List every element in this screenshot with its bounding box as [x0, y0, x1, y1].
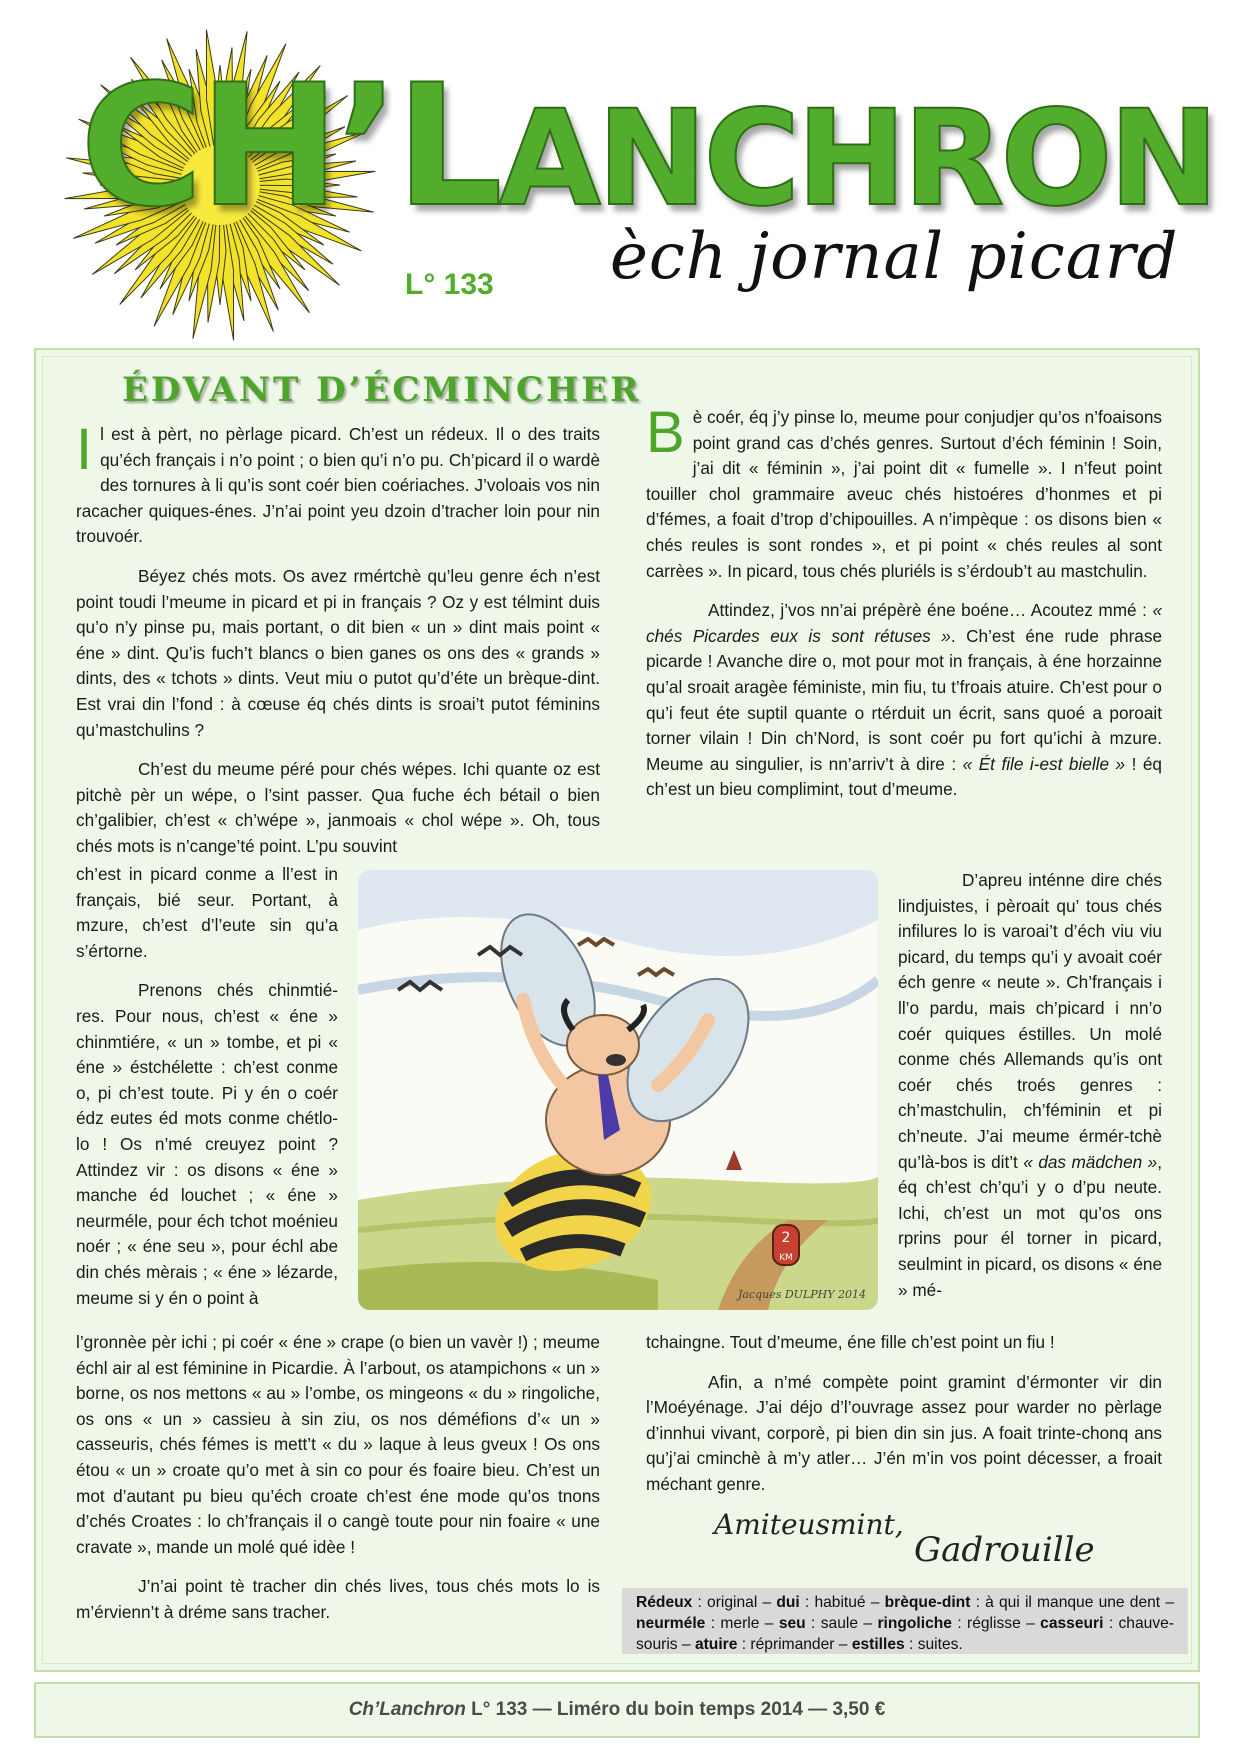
right-wrap-column	[898, 868, 1162, 1317]
footer	[34, 1682, 1200, 1738]
newspaper-subtitle: èch jornal picard	[610, 220, 1179, 294]
paragraph: D’apreu inténne dire chés lindjuistes, i pèroait qu’ tous chés infilures lo is varoai’t d’éch viu viu picard, du temps qu’i y avoait coér éch genre « neute ». Ch’français i ll’o pardu, mais ch’picard i nn’o coér quiques éstilles. Un molé conme chés Allemands qu’is ont coér chés troés genres : ch’mastchulin, ch’féminin et pi ch’neute. J’ai meume érmér-tchè qu’là-bos is dit’t « das mädchen », éq ch’est ch’qu’i y o d’pu neute. Ichi, ch’est un mot qu’os ons rprins pour él torner in picard, seulmint in picard, os disons « éne » mé-	[898, 870, 1162, 1300]
milestone-unit: KM	[779, 1253, 793, 1263]
paragraph: Afin, a n’mé compète point gramint d’érmonter vir din l’Moéyénage. J’ai déjo d’l’ouvrage assez pour warder no pèrlage d’innhui vivant, corporè, pi bien din sin jus. A foait trinte-chonq ans qu’j’ai cminchè à m’y atler… J’én m’in vos point décesser, a froait méchant genre.	[646, 1371, 1162, 1494]
signature-greeting: Amiteusmint,	[714, 1508, 904, 1541]
paragraph: Béyez chés mots. Os avez rmértchè qu’leu genre éch n’est point toudi l’meume in picard et pi in français ? Oz y est télmint duis qu’o n’y pinse pu, mais portant, o dit bien « un » dint mais point « éne » dint. Qu’is fuch’t blancs o bien ganes os ons des « grands » dints, des « tchots » dints. Veut miu o putot qu’d’éte un brèque-dint. Est vrai din l’fond : à cœuse éq chés dints is sroai’t putot féminins qu’mastchulins ?	[76, 565, 600, 740]
glossary-term: brèque-dint	[884, 1594, 971, 1611]
glossary-definition: : merle –	[705, 1615, 779, 1632]
paragraph: Prenons chés chinmtié-res. Pour nous, ch’est « éne » chinmtiére, « un » tombe, et pi « éne » éstchélette : ch’est conme o, pi ch’est toute. Pi y én o coér édz eutes éd mots conme chétlo-lo ! Os n’mé creuyez point ? Attindez vir : os disons « éne » manche éd louchet ; « éne » neurméle, pour éch tchot moénieu noér ; « éne seu », pour échl abe din chés mèrais ; « éne » lézarde, meume si y én o point à	[76, 980, 338, 1308]
paragraph: Attindez, j’vos nn’ai prépèrè éne boéne… Acoutez mmé : « chés Picardes eux is sont rétuses ». Ch’est éne rude phrase picarde ! Avanche dire o, mot pour mot in français, à éne horzainne qu’al sroait aragèe féministe, min fiu, tu t’froais atuire. Ch’est pour o qu’i feut éte suptil quante o rtérduit un écrit, sans quoé a poroait torner vilain ! Din ch’Nord, is sont coér pu fort qu’ichi à mzure. Meume au singulier, is nn’arriv’t à dire : « Ét file i-est bielle » ! éq ch’est un bieu complimint, tout d’meume.	[646, 600, 1162, 800]
drop-cap: I	[76, 417, 93, 482]
glossary-definition: : original –	[692, 1594, 777, 1611]
footer-issue-info: L° 133 — Liméro du boin temps 2014 — 3,50 €	[465, 1699, 886, 1720]
glossary-term: estilles	[851, 1636, 905, 1653]
paragraph: ch’est in picard conme a ll’est in français, bié seur. Portant, à mzure, ch’est d’l’eute sin qu’a s’értorne.	[76, 864, 338, 961]
milestone-number: 2	[781, 1230, 791, 1246]
left-column	[76, 417, 600, 874]
paragraph: J’n’ai point tè tracher din chés lives, tous chés mots lo is m’érvienn’t à dréme sans tracher.	[76, 1576, 600, 1622]
glossary-definition: : réprimander –	[737, 1636, 852, 1653]
illustration-credit: Jacques DULPHY 2014	[737, 1288, 866, 1301]
newspaper-title: CH’LANCHRON	[80, 48, 1216, 244]
glossary-definition: : à qui il manque une dent –	[970, 1594, 1174, 1611]
glossary-definition: : saule –	[805, 1615, 878, 1632]
paragraph: Bè coér, éq j’y pinse lo, meume pour conjudjer qu’os n’foaisons point grand cas d’chés genres. Surtout d’éch féminin ! Soin, j’ai dit « féminin », j’ai point dit « fumelle ». I n’feut point touiller chol grammaire aveuc chés histoéres d’honmes et pi d’fémes, a foait d’trop d’chipouilles. A n’impèque : os disons bien « chés reules is sont rondes », et pi point « chés reules al sont carrèes ». In picard, tous chés pluriéls is s’érdoub’t au mastchulin.	[646, 400, 1162, 581]
masthead	[0, 0, 1240, 340]
paragraph: tchaingne. Tout d’meume, éne fille ch’est point un fiu !	[646, 1332, 1055, 1352]
glossary-term: dui	[776, 1594, 800, 1611]
glossary-term: atuire	[694, 1636, 738, 1653]
glossary-definition: : suites.	[904, 1636, 963, 1653]
left-wrap-column	[76, 862, 338, 1325]
glossary-term: casseuri	[1040, 1615, 1104, 1632]
signature-name: Gadrouille	[914, 1530, 1095, 1570]
bee-cartoon-icon	[358, 870, 878, 1310]
left-bottom-column	[76, 1330, 600, 1640]
paragraph: Ch’est du meume péré pour chés wépes. Ichi quante oz est pitchè pèr un wépe, o l’sint passer. Qua fuche éch bétail o bien ch’galibier, ch’est « ch’wépe », janmoais « chol wépe ». Oh, tous chés mots is n’cange’té point. L’pu souvint	[76, 759, 600, 856]
glossary-box	[622, 1588, 1188, 1654]
right-bottom-column	[646, 1330, 1162, 1512]
glossary-definition: : réglisse –	[951, 1615, 1041, 1632]
paragraph: Il est à pèrt, no pèrlage picard. Ch’est un rédeux. Il o des traits qu’éch français i n’o point ; o bien qu’i n’o pu. Ch’picard il o wardè des tornures à li qu’is sont coér bien coériaches. J’voloais vos nin racacher quiques-énes. J’n’ai point yeu dzoin d’tracher loin pour nin trouvoér.	[76, 417, 600, 547]
glossary-term: Rédeux	[636, 1594, 693, 1611]
glossary-term: seu	[778, 1615, 806, 1632]
paragraph: l’gronnèe pèr ichi ; pi coér « éne » crape (o bien un vavèr !) ; meume échl air al est féminine in Picardie. À l’arbout, os atampichons « un » borne, os nos mettons « au » l’ombe, os mingeons « du » ringoliche, os ons « un » cassieu à sin ziu, os nos déméfions d’« un » casseuris, chés fémes is mett’t « du » laque à leus gveux ! Os ons étou « un » croate qu’o met à sin co pour és foaire bieu. Ch’est un mot d’autant pu bieu qu’éch croate ch’est éne mode qu’os tnons d’chés Croates : lo ch’français il o cangè toute pour nin foaire « une cravate », mande un molé qué idèe !	[76, 1332, 600, 1557]
bee-illustration	[358, 870, 878, 1310]
signature	[714, 1500, 1154, 1580]
drop-cap: B	[646, 400, 685, 465]
footer-title: Ch’Lanchron	[348, 1699, 466, 1720]
article-heading: ÉDVANT D’ÉCMINCHER	[122, 370, 642, 410]
glossary-term: neurméle	[636, 1615, 706, 1632]
glossary-definition: : habitué –	[799, 1594, 885, 1611]
glossary-definition: : chauve-souris –	[636, 1615, 1174, 1653]
glossary-term: ringoliche	[877, 1615, 952, 1632]
issue-number: L° 133	[405, 268, 494, 301]
right-column	[646, 400, 1162, 817]
